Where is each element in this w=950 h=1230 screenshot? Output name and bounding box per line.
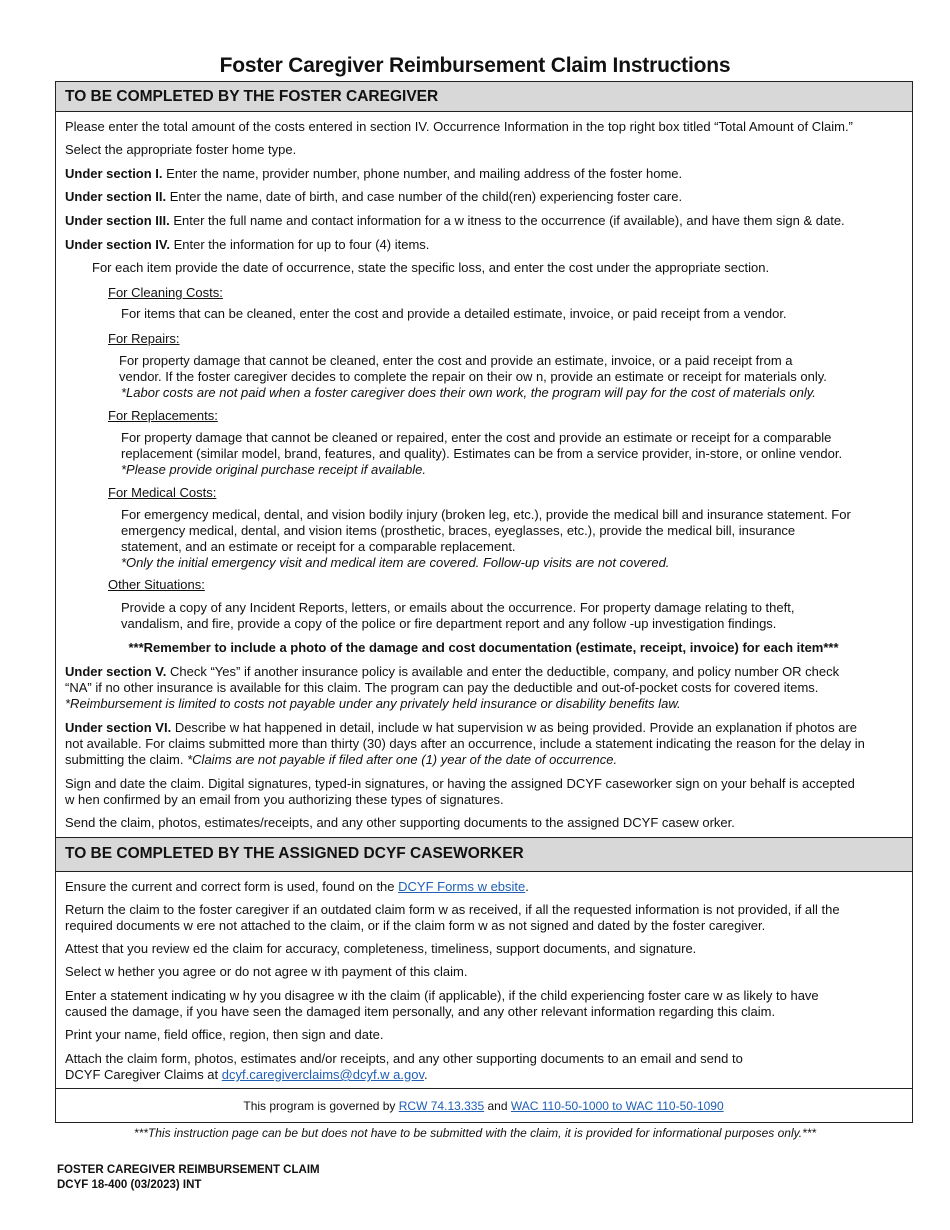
governed-prefix: This program is governed by <box>243 1099 399 1113</box>
rcw-link[interactable]: RCW 74.13.335 <box>398 1099 485 1113</box>
print-text: Print your name, field office, region, then sign and date. <box>65 1027 384 1042</box>
medical-note: *Only the initial emergency visit and medical item are covered. Follow-up visits are not covered. <box>121 555 670 570</box>
other-text-2: vandalism, and fire, provide a copy of the police or fire department report and any follow -up investigation findings. <box>121 616 777 631</box>
section-i-instruction <box>65 166 682 182</box>
other-text-1: Provide a copy of any Incident Reports, letters, or emails about the occurrence. For property damage relating to theft, <box>121 600 795 615</box>
statement-text-1: Enter a statement indicating w hy you disagree w ith the claim (if applicable), if the child experiencing foster care w as likely to have <box>65 988 819 1003</box>
ensure-text-a: Ensure the current and correct form is used, found on the <box>65 879 399 894</box>
caregiver-section-header: TO BE COMPLETED BY THE FOSTER CAREGIVER <box>56 82 912 112</box>
each-item-text: For each item provide the date of occurrence, state the specific loss, and enter the cost under the appropriate section. <box>92 260 770 275</box>
informational-footnote: ***This instruction page can be but does not have to be submitted with the claim, it is provided for informational purposes only.*** <box>133 1126 817 1140</box>
cleaning-costs-text: For items that can be cleaned, enter the cost and provide a detailed estimate, invoice, or paid receipt from a vendor. <box>121 306 787 321</box>
section-v-instruction <box>65 664 839 680</box>
section-ii-text: Enter the name, date of birth, and case number of the child(ren) experiencing foster care. <box>166 189 683 204</box>
section-vi-text-2: not available. For claims submitted more than thirty (30) days after an occurrence, include a statement indicating the reason for the delay in <box>65 736 865 751</box>
replacements-text-1: For property damage that cannot be cleaned or repaired, enter the cost and provide an estimate or receipt for a comparable <box>121 430 832 445</box>
governed-divider <box>56 1088 912 1089</box>
section-v-label: Under section V. <box>65 664 167 679</box>
section-vi-label: Under section VI. <box>65 720 172 735</box>
statement-text-2: caused the damage, if you have seen the damaged item personally, and any other relevant information regarding this claim. <box>65 1004 776 1019</box>
cleaning-costs-heading: For Cleaning Costs: <box>108 285 223 300</box>
attach-text-1: Attach the claim form, photos, estimates and/or receipts, and any other supporting documents to an email and send to <box>65 1051 743 1066</box>
send-text: Send the claim, photos, estimates/receipts, and any other supporting documents to the assigned DCYF casew orker. <box>65 815 735 830</box>
repairs-note: *Labor costs are not paid when a foster caregiver does their own work, the program will pay for the cost of materials only. <box>121 385 816 400</box>
return-text-1: Return the claim to the foster caregiver if an outdated claim form w as received, if all the requested information is not provided, if all the <box>65 902 840 917</box>
medical-text-2: emergency medical, dental, and vision items (prosthetic, braces, eyeglasses, etc.), provide the medical bill, insurance <box>121 523 796 538</box>
wac-link[interactable]: WAC 110-50-1000 to WAC 110-50-1090 <box>510 1099 724 1113</box>
section-iii-instruction <box>65 213 845 229</box>
replacements-heading: For Replacements: <box>108 408 218 423</box>
section-vi-text-1: Describe w hat happened in detail, include w hat supervision w as being provided. Provide an explanation if photos are <box>171 720 858 735</box>
intro-text: Please enter the total amount of the costs entered in section IV. Occurrence Information in the top right box titled “Total Amount of Claim.” <box>65 119 853 134</box>
form-name: FOSTER CAREGIVER REIMBURSEMENT CLAIM <box>57 1164 320 1176</box>
medical-text-3: statement, and an estimate or receipt for a comparable replacement. <box>121 539 516 554</box>
replacements-text-2: replacement (similar model, brand, features, and quality). Estimates can be from a service provider, in-store, or online vendor. <box>121 446 843 461</box>
sign-text-1: Sign and date the claim. Digital signatures, typed-in signatures, or having the assigned DCYF caseworker sign on your behalf is accepted <box>65 776 855 791</box>
section-v-text-2: “NA” if no other insurance is available for this claim. The program can pay the deductible and out-of-pocket costs for covered items. <box>65 680 819 695</box>
select-text: Select w hether you agree or do not agree w ith payment of this claim. <box>65 964 468 979</box>
section-ii-label: Under section II. <box>65 189 167 204</box>
dcyf-forms-link[interactable]: DCYF Forms w ebsite <box>398 879 526 894</box>
caregiver-claims-email-link[interactable]: dcyf.caregiverclaims@dcyf.w a.gov <box>221 1067 425 1082</box>
repairs-text-2: vendor. If the foster caregiver decides to complete the repair on their ow n, provide an estimate or receipt for materials only. <box>119 369 827 384</box>
section-iv-instruction <box>65 237 429 253</box>
section-vi-note: *Claims are not payable if filed after one (1) year of the date of occurrence. <box>187 752 618 767</box>
replacements-note: *Please provide original purchase receipt if available. <box>121 462 426 477</box>
form-number: DCYF 18-400 (03/2023) INT <box>57 1179 202 1191</box>
section-i-text: Enter the name, provider number, phone number, and mailing address of the foster home. <box>162 166 683 181</box>
home-type-text: Select the appropriate foster home type. <box>65 142 297 157</box>
repairs-text-1: For property damage that cannot be cleaned, enter the cost and provide an estimate, invoice, or a paid receipt from a <box>119 353 793 368</box>
section-v-note: *Reimbursement is limited to costs not payable under any privately held insurance or disability benefits law. <box>65 696 681 711</box>
attach-text-2b: . <box>424 1067 428 1082</box>
medical-costs-heading: For Medical Costs: <box>108 485 217 500</box>
section-iii-label: Under section III. <box>65 213 170 228</box>
section-i-label: Under section I. <box>65 166 163 181</box>
medical-text-1: For emergency medical, dental, and vision bodily injury (broken leg, etc.), provide the medical bill and insurance statement. For <box>121 507 851 522</box>
attest-text: Attest that you review ed the claim for accuracy, completeness, timeliness, support documents, and signature. <box>65 941 697 956</box>
sign-text-2: w hen confirmed by an email from you authorizing these types of signatures. <box>65 792 504 807</box>
governed-text <box>56 1098 911 1114</box>
photo-reminder: ***Remember to include a photo of the damage and cost documentation (estimate, receipt, invoice) for each item*** <box>128 640 839 655</box>
repairs-heading: For Repairs: <box>108 331 180 346</box>
section-vi-text-3 <box>65 752 617 768</box>
section-iv-text: Enter the information for up to four (4) items. <box>170 237 430 252</box>
attach-text-2a: DCYF Caregiver Claims at <box>65 1067 222 1082</box>
page-title: Foster Caregiver Reimbursement Claim Instructions <box>219 54 731 77</box>
governed-and: and <box>484 1099 511 1113</box>
ensure-text-b: . <box>525 879 529 894</box>
attach-text-2 <box>65 1067 428 1083</box>
ensure-text <box>65 879 529 895</box>
instructions-box <box>55 81 913 1123</box>
return-text-2: required documents w ere not attached to the claim, or if the claim form w as not signed and dated by the foster caregiver. <box>65 918 766 933</box>
section-iii-text: Enter the full name and contact information for a w itness to the occurrence (if available), and have them sign & date. <box>169 213 845 228</box>
section-vi-text-3a: submitting the claim. <box>65 752 188 767</box>
caseworker-section-header: TO BE COMPLETED BY THE ASSIGNED DCYF CASEWORKER <box>56 837 912 872</box>
section-vi-instruction <box>65 720 857 736</box>
section-iv-label: Under section IV. <box>65 237 170 252</box>
section-v-text-1: Check “Yes” if another insurance policy is available and enter the deductible, company, and policy number OR check <box>166 664 840 679</box>
other-situations-heading: Other Situations: <box>108 577 205 592</box>
section-ii-instruction <box>65 189 682 205</box>
